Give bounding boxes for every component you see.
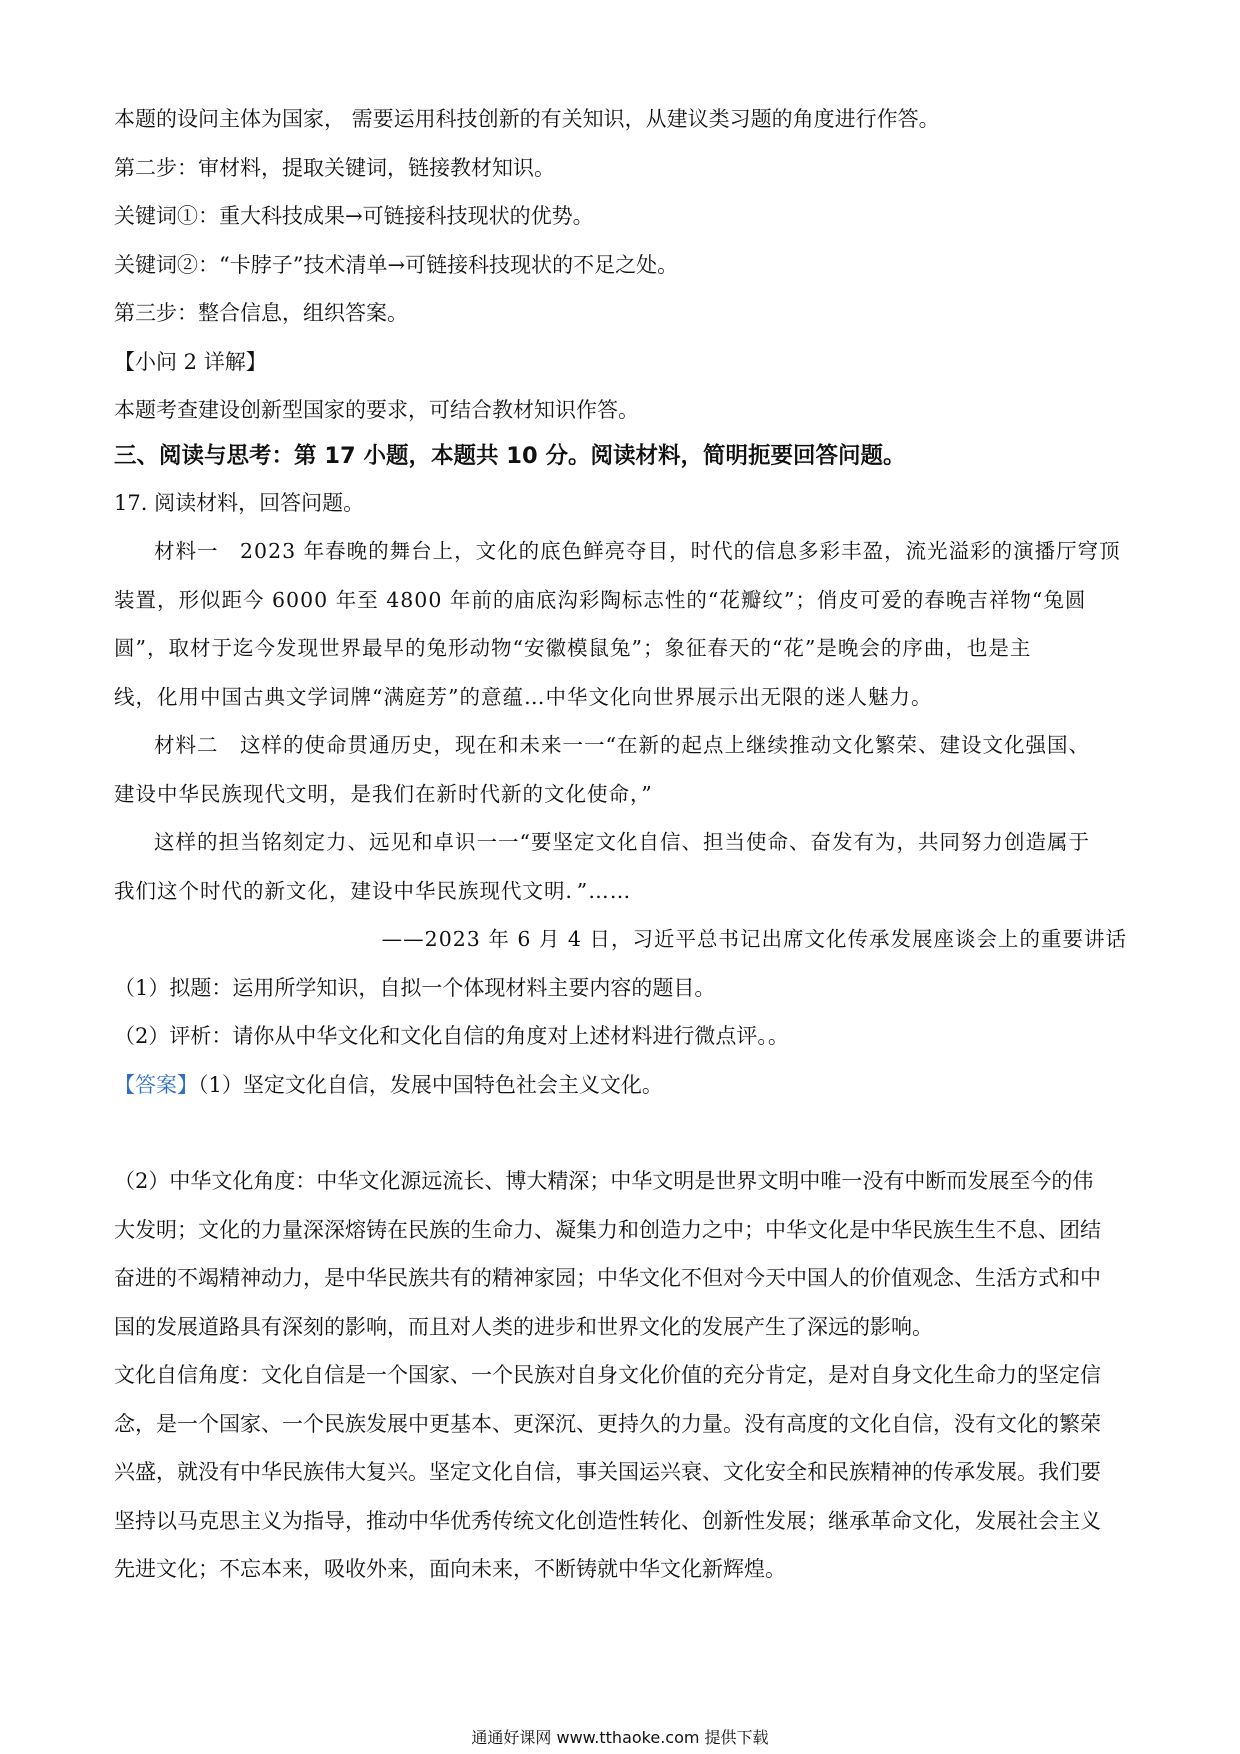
page-footer: 通通好课网 www.tthaoke.com 提供下载 (471, 1728, 769, 1747)
material-line: 我们这个时代的新文化，建设中华民族现代文明．”…… (114, 879, 632, 903)
sub-question-2-heading: 【小问 2 详解】 (114, 350, 267, 374)
answer-line: 国的发展道路具有深刻的影响，而且对人类的进步和世界文化的发展产生了深远的影响。 (114, 1315, 933, 1339)
material-line: 材料二 这样的使命贯通历史，现在和未来一一“在新的起点上继续推动文化繁荣、建设文化强国、 (154, 733, 1090, 757)
answer-line: 坚持以马克思主义为指导，推动中华优秀传统文化创造性转化、创新性发展；继承革命文化，发展社会主义 (114, 1509, 1101, 1533)
material-line: 这样的担当铭刻定力、远见和卓识一一“要坚定文化自信、担当使命、奋发有为，共同努力创造属于 (154, 830, 1090, 854)
sub-question-2: （2）评析：请你从中华文化和文化自信的角度对上述材料进行微点评。。 (114, 1024, 789, 1048)
analysis-line-5: 第三步：整合信息，组织答案。 (114, 301, 408, 325)
answer-line: 大发明；文化的力量深深熔铸在民族的生命力、凝集力和创造力之中；中华文化是中华民族生生不息、团结 (114, 1218, 1101, 1242)
answer-part-1-text: （1）坚定文化自信，发展中国特色社会主义文化。 (198, 1073, 663, 1097)
answer-line: 文化自信角度：文化自信是一个国家、一个民族对自身文化价值的充分肯定，是对自身文化生命力的坚定信 (114, 1363, 1101, 1387)
material-line: 圆”，取材于迄今发现世界最早的兔形动物“安徽模鼠兔”；象征春天的“花”是晚会的序曲，也是主 (114, 636, 1032, 660)
section-heading: 三、阅读与思考：第 17 小题，本题共 10 分。阅读材料，简明扼要回答问题。 (114, 443, 906, 469)
analysis-line-2: 第二步：审材料，提取关键词，链接教材知识。 (114, 156, 555, 180)
sub-question-1: （1）拟题：运用所学知识，自拟一个体现材料主要内容的题目。 (114, 976, 716, 1000)
material-line: 线，化用中国古典文学词牌“满庭芳”的意蕴…中华文化向世界展示出无限的迷人魅力。 (114, 685, 933, 709)
answer-line: 兴盛，就没有中华民族伟大复兴。坚定文化自信，事关国运兴衰、文化安全和民族精神的传承发展。我们要 (114, 1460, 1101, 1484)
answer-part-1 (114, 1070, 1130, 1100)
answer-line: 奋进的不竭精神动力，是中华民族共有的精神家园；中华文化不但对今天中国人的价值观念、生活方式和中 (114, 1266, 1101, 1290)
answer-tag: 【答案】 (114, 1073, 198, 1097)
material-source: ——2023 年 6 月 4 日，习近平总书记出席文化传承发展座谈会上的重要讲话 (381, 927, 1127, 951)
analysis-line-3: 关键词①：重大科技成果→可链接科技现状的优势。 (114, 204, 594, 228)
analysis-line-1: 本题的设问主体为国家， 需要运用科技创新的有关知识，从建议类习题的角度进行作答。 (114, 107, 940, 131)
question-title: 17. 阅读材料，回答问题。 (114, 491, 365, 515)
answer-line: 念，是一个国家、一个民族发展中更基本、更深沉、更持久的力量。没有高度的文化自信，没有文化的繁荣 (114, 1412, 1101, 1436)
material-line: 材料一 2023 年春晚的舞台上，文化的底色鲜亮夺目，时代的信息多彩丰盈，流光溢彩的演播厅穹顶 (154, 539, 1121, 563)
analysis-line-4: 关键词②：“卡脖子”技术清单→可链接科技现状的不足之处。 (114, 253, 679, 277)
answer-line: （2）中华文化角度：中华文化源远流长、博大精深；中华文明是世界文明中唯一没有中断而发展至今的伟 (114, 1169, 1094, 1193)
material-line: 建设中华民族现代文明，是我们在新时代新的文化使命，” (114, 782, 653, 806)
answer-line: 先进文化；不忘本来，吸收外来，面向未来，不断铸就中华文化新辉煌。 (114, 1557, 786, 1581)
material-line: 装置，形似距今 6000 年至 4800 年前的庙底沟彩陶标志性的“花瓣纹”；俏皮可爱的春晚吉祥物“兔圆 (114, 588, 1087, 612)
analysis-line-7: 本题考查建设创新型国家的要求，可结合教材知识作答。 (114, 398, 639, 422)
